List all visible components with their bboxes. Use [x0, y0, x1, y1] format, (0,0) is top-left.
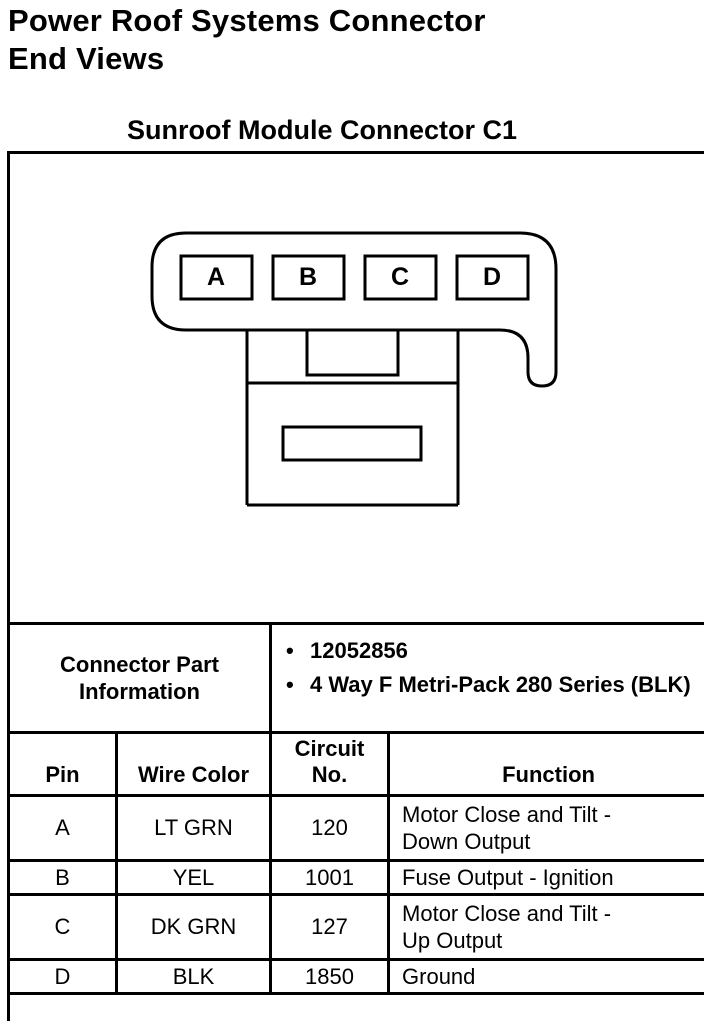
function-cell: Motor Close and Tilt - Up Output [389, 895, 704, 960]
wire-color-cell: BLK [117, 960, 271, 994]
circuit-cell: 1001 [271, 861, 389, 895]
header-wire-color: Wire Color [117, 733, 271, 796]
page-title-line1: Power Roof Systems Connector [8, 3, 486, 38]
pin-cell: B [9, 861, 117, 895]
connector-lower-body [247, 330, 458, 505]
cavity-D [457, 256, 528, 299]
pinout-table [7, 622, 704, 995]
pin-cell: D [9, 960, 117, 994]
header-function: Function [389, 733, 704, 796]
function-cell: Motor Close and Tilt - Down Output [389, 796, 704, 861]
connector-title: Sunroof Module Connector C1 [0, 112, 704, 148]
part-info-values [271, 624, 704, 733]
header-circuit-no: Circuit No. [271, 733, 389, 796]
part-description: • 4 Way F Metri-Pack 280 Series (BLK) [286, 671, 704, 699]
function-cell: Ground [389, 960, 704, 994]
table-row [9, 861, 704, 895]
cavity-label-A: A [207, 263, 225, 291]
wire-color-cell: LT GRN [117, 796, 271, 861]
page-title-line2: End Views [8, 41, 164, 76]
table-row [9, 796, 704, 861]
part-info-label: Connector Part Information [9, 624, 271, 733]
pin-cell: C [9, 895, 117, 960]
circuit-cell: 1850 [271, 960, 389, 994]
cavity-C [365, 256, 436, 299]
connector-slot [283, 427, 421, 460]
header-pin: Pin [9, 733, 117, 796]
table-row [9, 895, 704, 960]
connector-latch-tab [307, 330, 398, 375]
cavity-A [181, 256, 252, 299]
wire-color-cell: DK GRN [117, 895, 271, 960]
circuit-cell: 127 [271, 895, 389, 960]
cavity-label-D: D [483, 263, 501, 291]
function-cell: Fuse Output - Ignition [389, 861, 704, 895]
wire-color-cell: YEL [117, 861, 271, 895]
cavity-label-C: C [391, 263, 409, 291]
table-row [9, 960, 704, 994]
part-number: • 12052856 [286, 637, 704, 665]
pin-cell: A [9, 796, 117, 861]
cavity-label-B: B [299, 263, 317, 291]
cavity-B [273, 256, 344, 299]
part-info-row [9, 624, 704, 733]
circuit-cell: 120 [271, 796, 389, 861]
table-header-row [9, 733, 704, 796]
